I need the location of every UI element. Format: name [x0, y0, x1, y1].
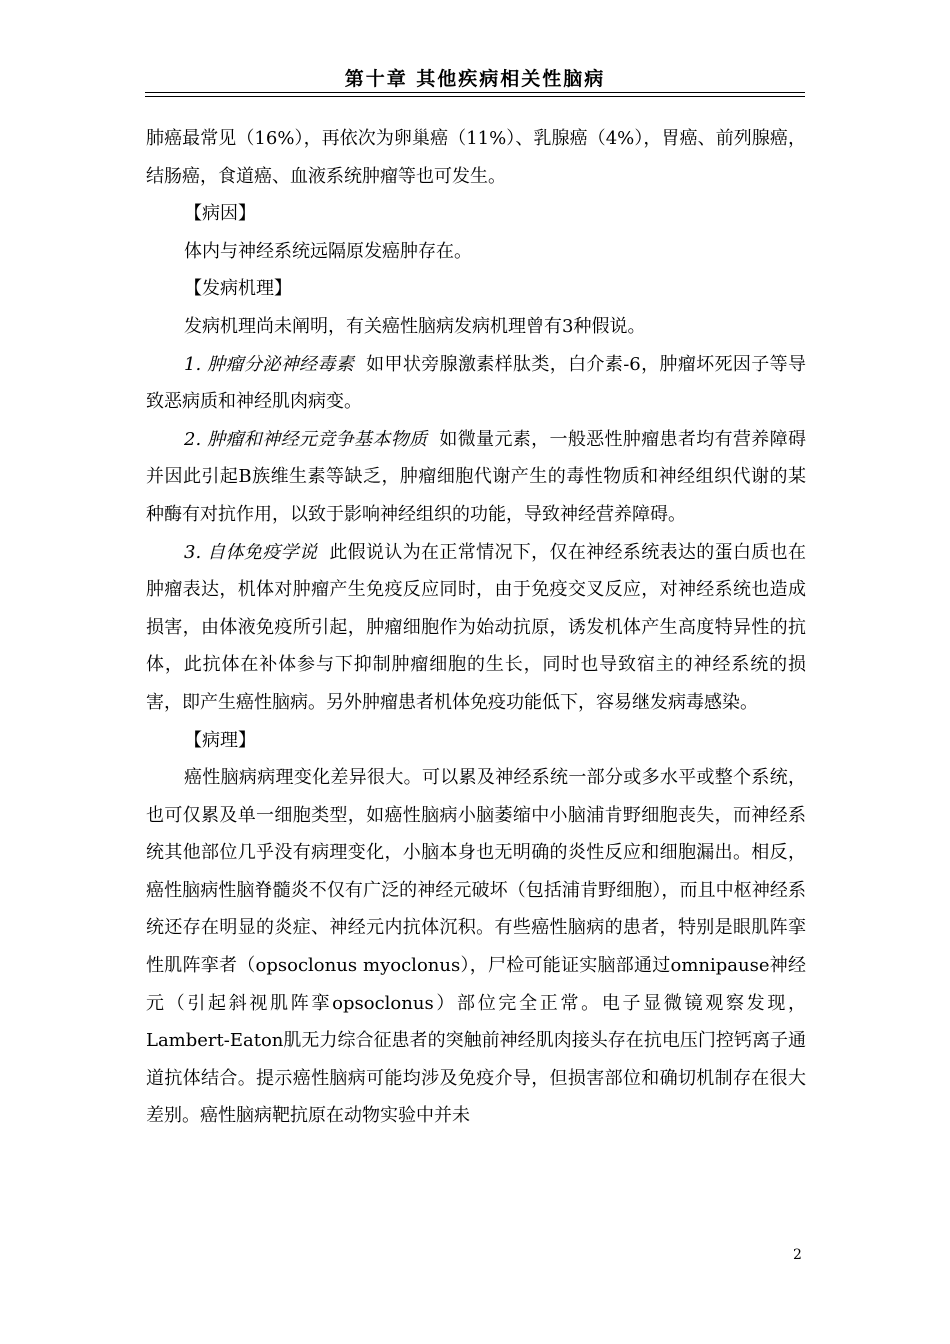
body-text	[146, 120, 806, 1135]
chapter-title: 第十章 其他疾病相关性脑病	[344, 68, 606, 90]
header-rule-thick	[145, 92, 805, 93]
list-item-1-term: 1. 肿瘤分泌神经毒素	[184, 353, 355, 375]
list-item-3-text: 此假说认为在正常情况下，仅在神经系统表达的蛋白质也在肿瘤表达，机体对肿瘤产生免疫反应同时，由于免疫交叉反应，对神经系统也造成损害，由体液免疫所引起，肿瘤细胞作为始动抗原，诱发机体产生高度特异性的抗体，此抗体在补体参与下抑制肿瘤细胞的生长，同时也导致宿主的神经系统的损害，即产生癌性脑病。另外肿瘤患者机体免疫功能低下，容易继发病毒感染。	[146, 541, 806, 713]
list-item-2	[146, 421, 806, 534]
list-item-2-text: 如微量元素，一般恶性肿瘤患者均有营养障碍并因此引起B族维生素等缺乏，肿瘤细胞代谢产生的毒性物质和神经组织代谢的某种酶有对抗作用，以致于影响神经组织的功能，导致神经营养障碍。	[146, 428, 806, 525]
list-item-3	[146, 534, 806, 722]
list-item-3-term: 3. 自体免疫学说	[184, 541, 318, 563]
section-heading-pathology: 【病理】	[184, 729, 256, 751]
paragraph-etiology: 体内与神经系统远隔原发癌肿存在。	[184, 240, 472, 262]
section-heading-mechanism: 【发病机理】	[184, 278, 292, 300]
list-item-2-term: 2. 肿瘤和神经元竞争基本物质	[184, 428, 428, 450]
list-item-1	[146, 346, 806, 421]
paragraph-mechanism: 发病机理尚未阐明，有关癌性脑病发病机理曾有3种假说。	[184, 315, 646, 337]
page-number: 2	[793, 1247, 802, 1263]
paragraph-pathology: 癌性脑病病理变化差异很大。可以累及神经系统一部分或多水平或整个系统，也可仅累及单一细胞类型，如癌性脑病小脑萎缩中小脑浦肯野细胞丧失，而神经系统其他部位几乎没有病理变化，小脑本身也无明确的炎性反应和细胞漏出。相反，癌性脑病性脑脊髓炎不仅有广泛的神经元破坏（包括浦肯野细胞），而且中枢神经系统还存在明显的炎症、神经元内抗体沉积。有些癌性脑病的患者，特别是眼肌阵挛性肌阵挛者（opsoclonus myoclonus），尸检可能证实脑部通过omnipause神经元（引起斜视肌阵挛opsoclonus）部位完全正常。电子显微镜观察发现，Lambert-Eaton肌无力综合征患者的突触前神经肌肉接头存在抗电压门控钙离子通道抗体结合。提示癌性脑病可能均涉及免疫介导，但损害部位和确切机制存在很大差别。癌性脑病靶抗原在动物实验中并未	[146, 767, 806, 1127]
header-rule-thin	[145, 96, 805, 97]
paragraph-intro: 肺癌最常见（16%），再依次为卵巢癌（11%）、乳腺癌（4%），胃癌、前列腺癌，结肠癌，食道癌、血液系统肿瘤等也可发生。	[146, 128, 806, 187]
list-item-1-text: 如甲状旁腺激素样肽类，白介素-6，肿瘤坏死因子等导致恶病质和神经肌肉病变。	[146, 353, 806, 413]
section-heading-etiology: 【病因】	[184, 203, 256, 225]
